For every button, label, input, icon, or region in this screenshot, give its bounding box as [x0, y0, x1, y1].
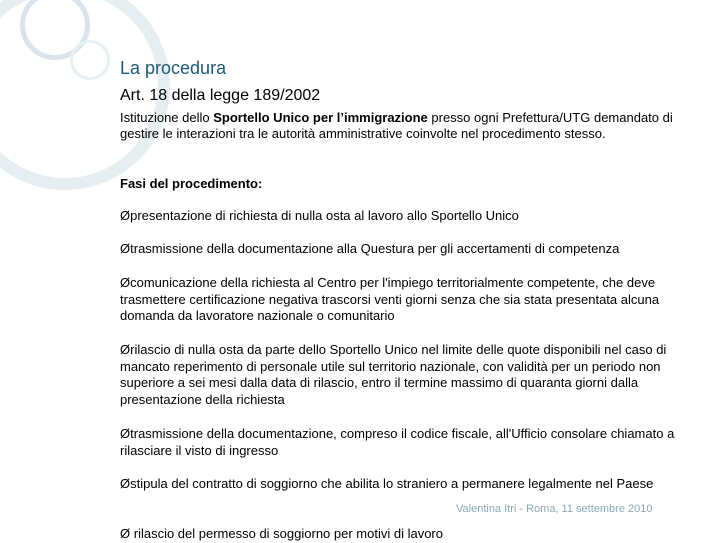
- step-text: stipula del contratto di soggiorno che abilita lo straniero a permanere legalmente nel Paese: [130, 476, 654, 491]
- step-text: trasmissione della documentazione alla Questura per gli accertamenti di competenza: [130, 241, 620, 256]
- step-text: presentazione di richiesta di nulla osta al lavoro allo Sportello Unico: [130, 208, 519, 223]
- step-text: rilascio del permesso di soggiorno per motivi di lavoro: [130, 526, 443, 541]
- slide-subtitle: Art. 18 della legge 189/2002: [120, 87, 321, 104]
- procedure-step-4: [120, 342, 680, 408]
- intro-text-after: presso ogni Prefettura/UTG demandato di gestire le interazioni tra le autorità amministrative coinvolte nel procedimento stesso.: [120, 110, 673, 141]
- arrow-bullet-icon: Ø: [120, 526, 131, 541]
- intro-text-bold: Sportello Unico per l’immigrazione: [213, 110, 428, 125]
- decorative-ring-mid: [70, 40, 110, 80]
- procedure-step-3: [120, 275, 680, 325]
- procedure-step-6: [120, 476, 680, 493]
- arrow-bullet-icon: Ø: [120, 275, 131, 290]
- step-text: trasmissione della documentazione, compreso il codice fiscale, all'Ufficio consolare chiamato a rilasciare il visto di ingresso: [120, 426, 675, 458]
- arrow-bullet-icon: Ø: [120, 476, 131, 491]
- slide-title: La procedura: [120, 58, 227, 78]
- arrow-bullet-icon: Ø: [120, 241, 131, 256]
- arrow-bullet-icon: Ø: [120, 342, 131, 357]
- arrow-bullet-icon: Ø: [120, 426, 131, 441]
- procedure-step-2: [120, 241, 680, 258]
- step-text: comunicazione della richiesta al Centro per l'impiego territorialmente competente, che deve trasmettere certificazione negativa trascorsi venti giorni senza che sia stata presentata alcuna domanda da lavoratore nazionale o comunitario: [120, 275, 660, 323]
- procedure-step-1: [120, 208, 680, 225]
- phases-heading: Fasi del procedimento:: [120, 176, 263, 191]
- intro-text-before: Istituzione dello: [120, 110, 214, 125]
- arrow-bullet-icon: Ø: [120, 208, 131, 223]
- step-text: rilascio di nulla osta da parte dello Sportello Unico nel limite delle quote disponibili nel caso di mancato reperimento di personale utile sul territorio nazionale, con validità per un periodo non superiore a sei mesi dalla data di rilascio, entro il termine massimo di quaranta giorni dalla presentazione della richiesta: [120, 342, 667, 407]
- procedure-step-7: [120, 526, 680, 543]
- procedure-step-5: [120, 426, 680, 459]
- intro-paragraph: [120, 110, 680, 142]
- footer-author-date: Valentina Itri - Roma, 11 settembre 2010: [456, 503, 653, 515]
